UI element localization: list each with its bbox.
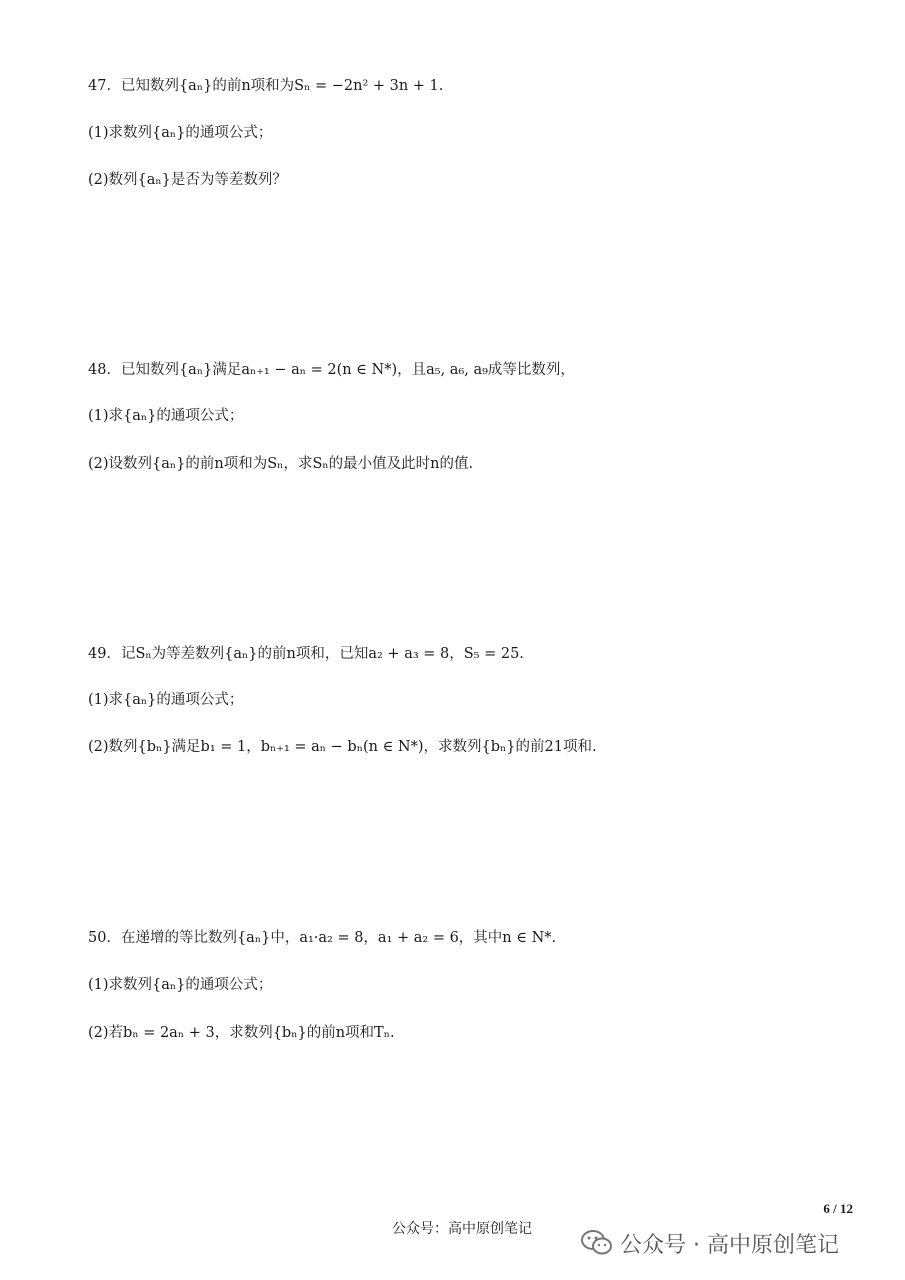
wechat-watermark xyxy=(580,1226,839,1260)
problem-47-part-1: (1)求数列{aₙ}的通项公式； xyxy=(88,125,273,141)
problem-48-stem: 48．已知数列{aₙ}满足aₙ₊₁ − aₙ = 2(n ∈ N*)，且a₅, a₆, a₉成等比数列， xyxy=(88,362,575,378)
problem-50-part-2: (2)若bₙ = 2aₙ + 3，求数列{bₙ}的前n项和Tₙ. xyxy=(88,1025,395,1041)
problem-47-stem: 47．已知数列{aₙ}的前n项和为Sₙ = −2n² + 3n + 1. xyxy=(88,78,444,94)
problem-50-part-1: (1)求数列{aₙ}的通项公式； xyxy=(88,977,273,993)
page-number: 6 / 12 xyxy=(823,1201,853,1216)
problem-49-part-2: (2)数列{bₙ}满足b₁ = 1，bₙ₊₁ = aₙ − bₙ(n ∈ N*)，求数列{bₙ}的前21项和. xyxy=(88,739,597,755)
wechat-icon xyxy=(580,1226,614,1260)
problem-47-part-2: (2)数列{aₙ}是否为等差数列？ xyxy=(88,172,287,188)
footer-account: 公众号：高中原创笔记 xyxy=(392,1221,532,1237)
problem-48-part-1: (1)求{aₙ}的通项公式； xyxy=(88,408,244,424)
problem-50-stem: 50．在递增的等比数列{aₙ}中，a₁·a₂ = 8，a₁ + a₂ = 6，其中n ∈ N*. xyxy=(88,930,557,946)
watermark-text: 公众号 · 高中原创笔记 xyxy=(620,1232,839,1258)
problem-48-part-2: (2)设数列{aₙ}的前n项和为Sₙ，求Sₙ的最小值及此时n的值. xyxy=(88,456,474,472)
problem-49-part-1: (1)求{aₙ}的通项公式； xyxy=(88,692,244,708)
problem-49-stem: 49．记Sₙ为等差数列{aₙ}的前n项和，已知a₂ + a₃ = 8，S₅ = 25. xyxy=(88,646,524,662)
